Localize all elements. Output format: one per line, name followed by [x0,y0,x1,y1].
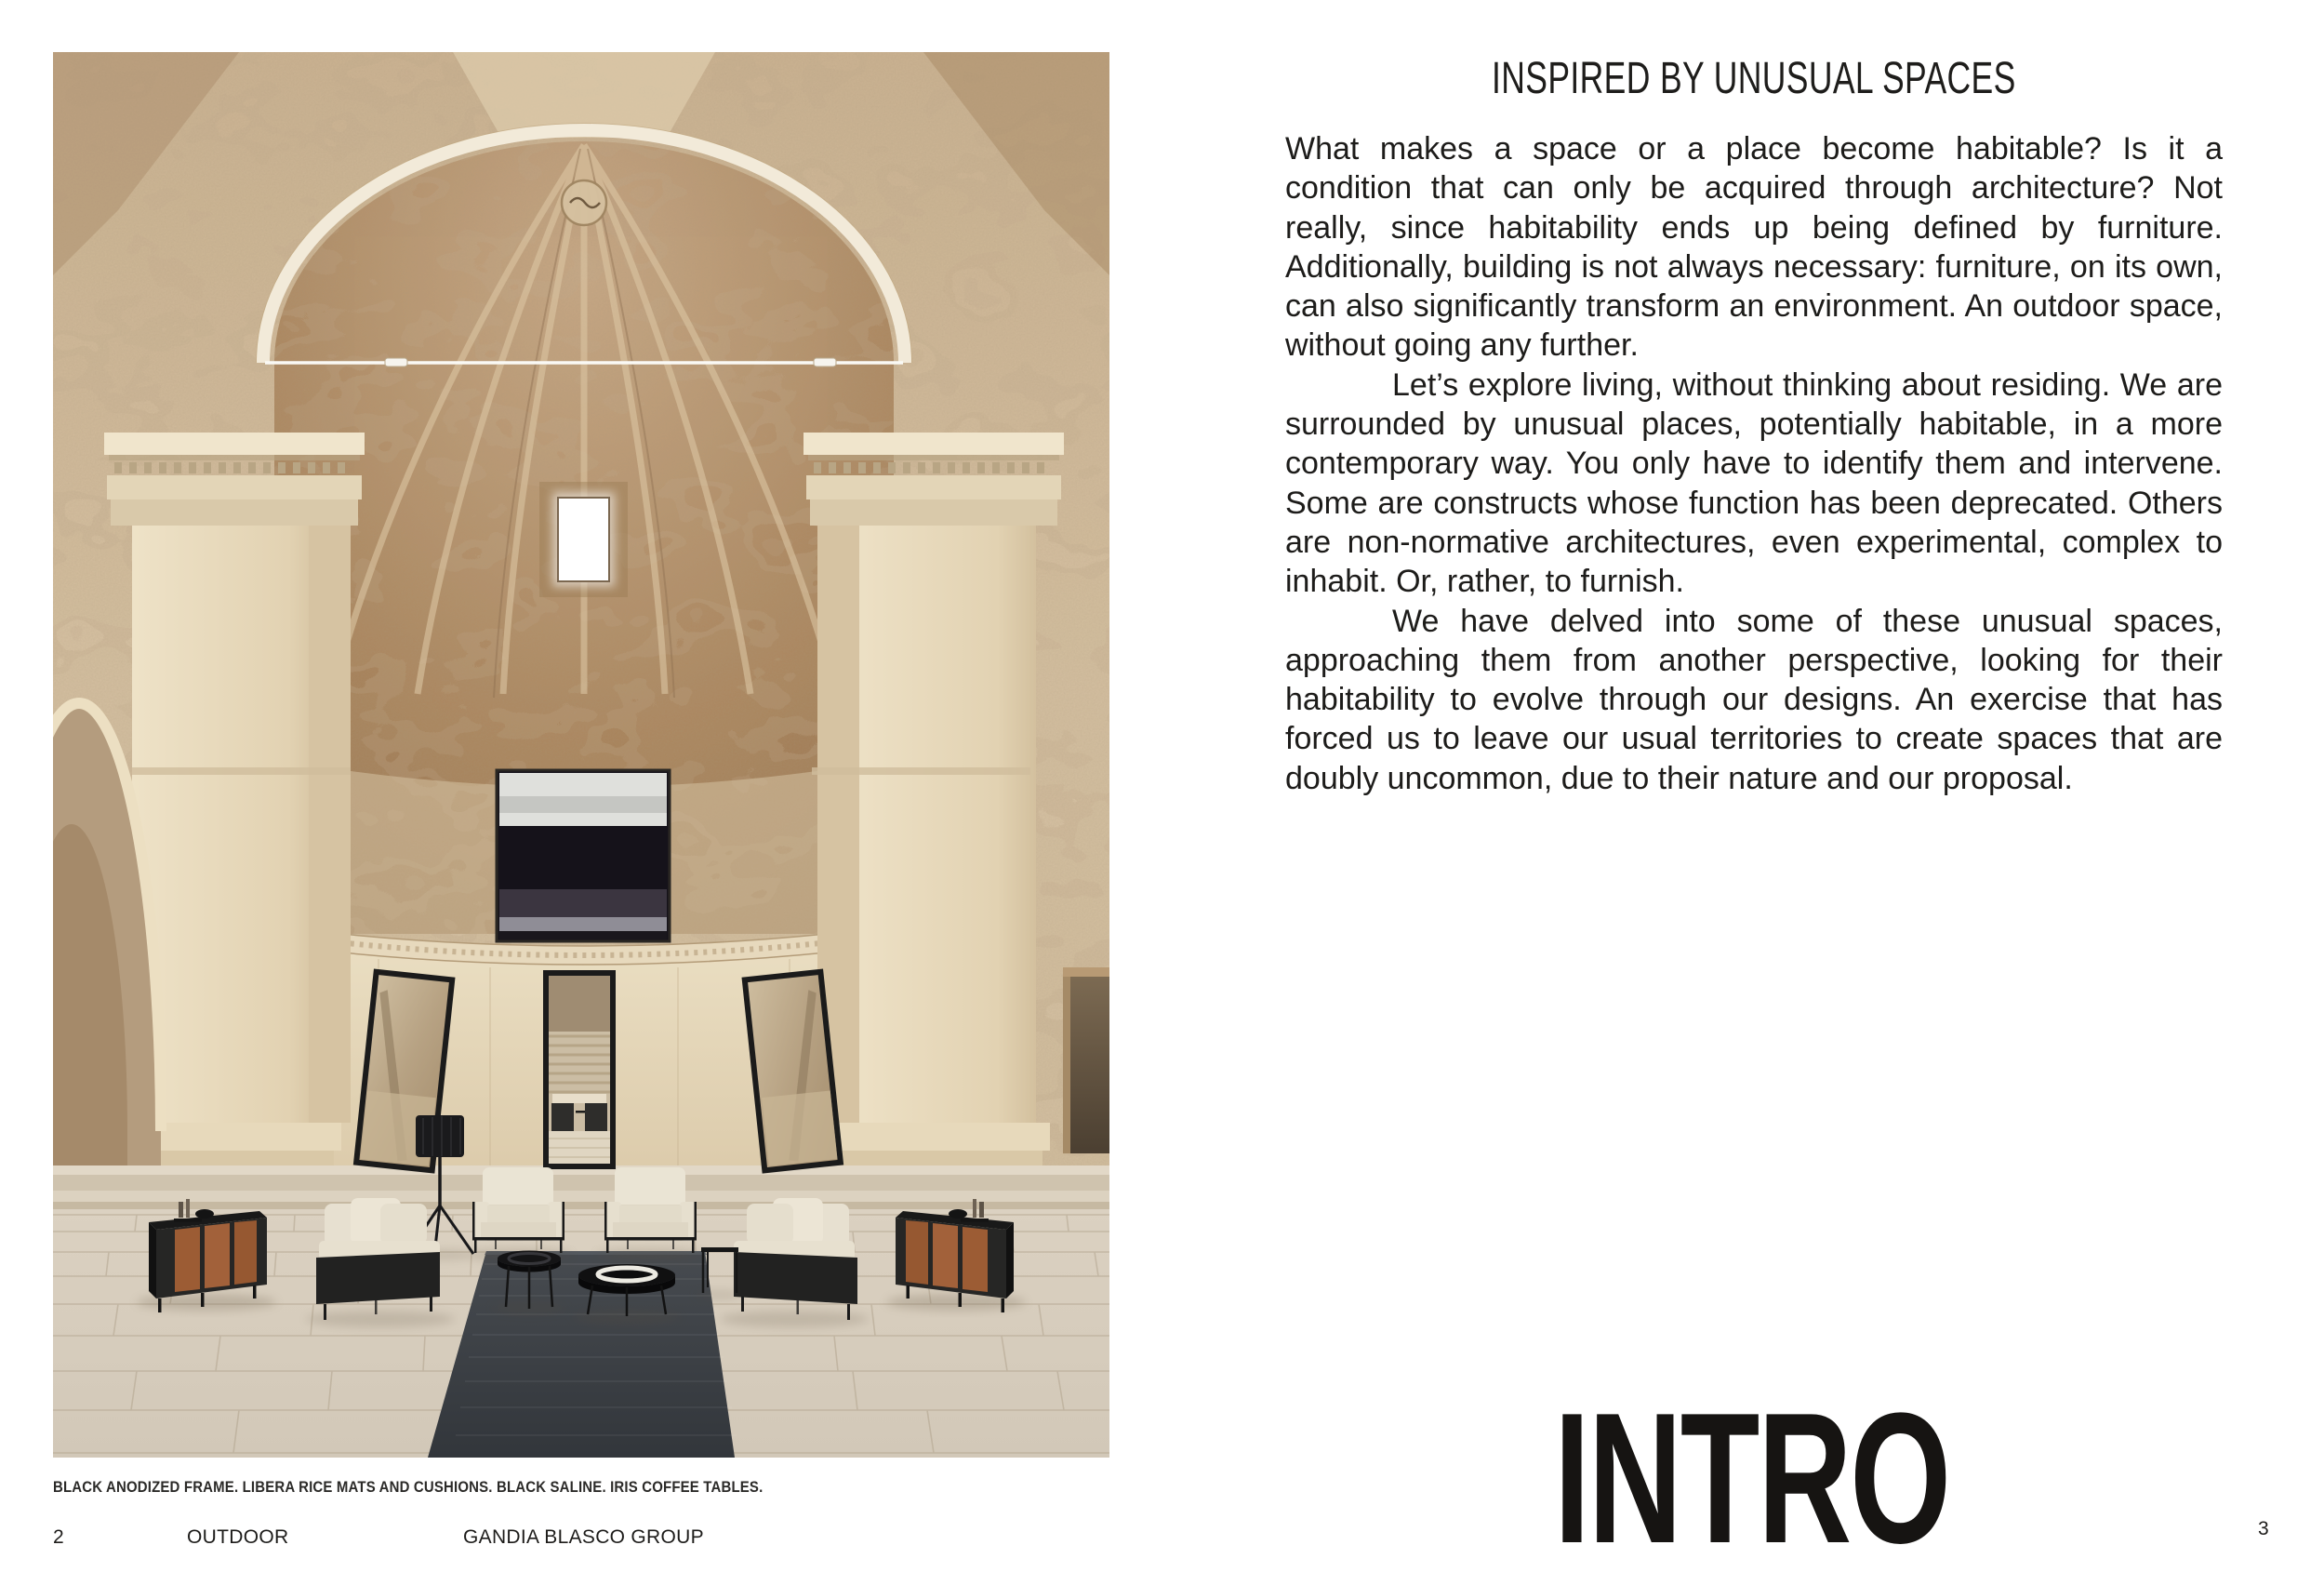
intro-body [1285,129,2223,798]
intro-display-word: INTRO [1554,1375,1950,1582]
body-paragraph: What makes a space or a place become habitable? Is it a condition that can only be acquired through architecture? Not really, since habitability ends up being defined by furniture. Additionally, building is not always necessary: furniture, on its own, can also significantly transform an environment. An outdoor space, without going any further. [1285,131,2223,364]
body-paragraph: We have delved into some of these unusual spaces, approaching them from another perspective, looking for their habitability to evolve through our designs. An exercise that has forced us to leave our usual territories to create spaces that are doubly uncommon, due to their nature and our proposal. [1285,603,2223,796]
side-doorway-right [1063,967,1109,1153]
photo-caption: BLACK ANODIZED FRAME. LIBERA RICE MATS AND CUSHIONS. BLACK SALINE. IRIS COFFEE TABLES. [53,1478,764,1496]
church-photo-illustration [53,52,1109,1458]
standing-mirror-center [543,970,616,1169]
abstract-painting [497,770,670,941]
right-pier [803,433,1064,1214]
church-photo [53,52,1109,1458]
page-number-left: 2 [53,1526,64,1548]
apse-window [558,498,609,581]
footer-brand: GANDIA BLASCO GROUP [463,1526,704,1548]
page-number-right: 3 [2258,1518,2269,1539]
footer-section: OUTDOOR [187,1526,289,1548]
coffee-table-small [498,1251,561,1310]
armchair-right [604,1167,697,1253]
intro-title-text: INSPIRED BY UNUSUAL SPACES [1492,54,2016,103]
armchair-left [472,1167,564,1253]
intro-title [1285,53,2223,104]
stage-steps [53,1165,1109,1209]
body-paragraph: Let’s explore living, without thinking about residing. We are surrounded by unusual places, potentially habitable, in a more contemporary way. You only have to identify them and intervene. Some are constructs whose function has been deprecated. Others are non-normative architectures, even experimental, complex to inhabit. Or, rather, to furnish. [1285,366,2223,600]
